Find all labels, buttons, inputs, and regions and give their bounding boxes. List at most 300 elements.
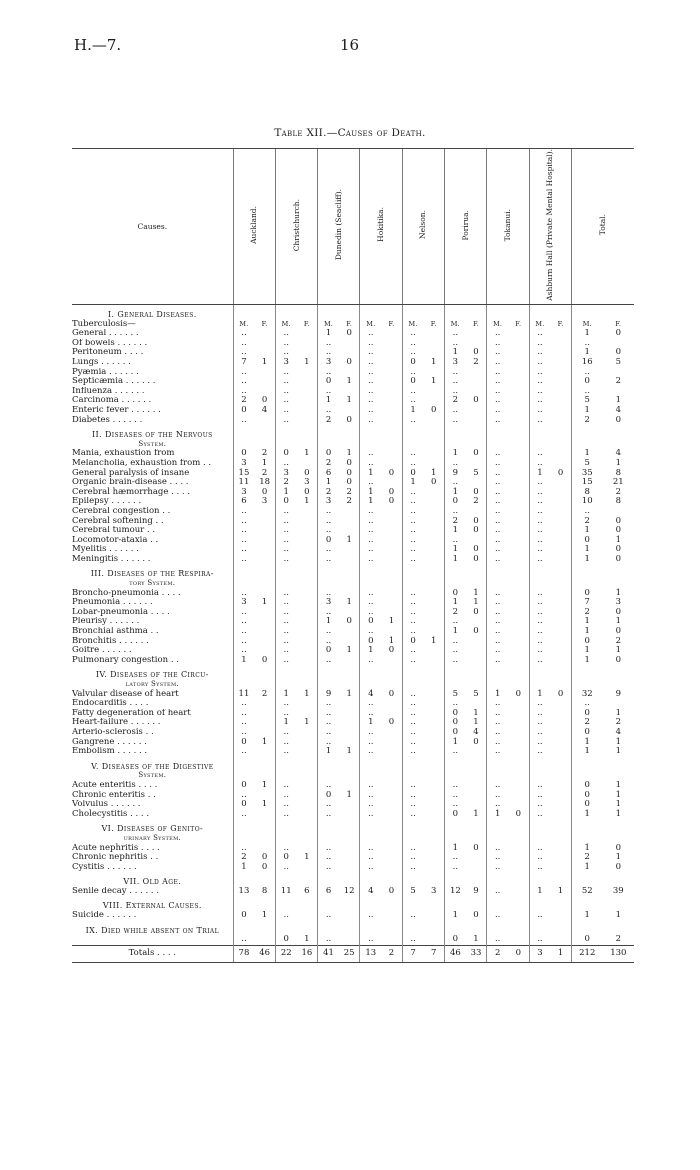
- value-cell: [423, 545, 444, 555]
- empty-cell: [445, 564, 466, 579]
- cause-label: Endocarditis . . . .: [72, 698, 149, 709]
- value-cell: ..: [360, 406, 381, 416]
- total-cell: 0: [571, 377, 602, 387]
- empty-cell: [402, 439, 423, 449]
- value-cell: [508, 387, 529, 397]
- value-cell: [297, 516, 318, 526]
- value-cell: 1: [346, 597, 352, 608]
- empty-cell: [402, 304, 423, 319]
- value-cell: [550, 526, 571, 536]
- value-cell: [466, 646, 487, 656]
- value-cell: 15: [233, 468, 254, 478]
- value-cell: ..: [402, 689, 423, 699]
- value-cell: ..: [529, 497, 550, 507]
- value-cell: [508, 396, 529, 406]
- value-cell: 0: [473, 525, 479, 536]
- value-cell: 0: [388, 886, 395, 896]
- section-heading: III. Diseases of the Respira-: [90, 569, 214, 579]
- value-cell: ..: [360, 339, 381, 349]
- table-row: [72, 478, 634, 488]
- value-cell: 1: [445, 555, 466, 565]
- cause-label: Pleurisy . . . . . .: [72, 617, 140, 627]
- value-cell: [550, 781, 571, 791]
- value-cell: ..: [233, 329, 254, 339]
- value-cell: [423, 617, 444, 627]
- value-cell: ..: [318, 555, 339, 565]
- causes-header: Causes.: [72, 149, 233, 305]
- value-cell: [339, 636, 360, 646]
- total-cell: 0: [615, 862, 622, 872]
- empty-cell: [529, 756, 550, 771]
- empty-cell: [254, 579, 275, 589]
- value-cell: [297, 598, 318, 608]
- empty-cell: [603, 834, 634, 844]
- total-cell: 0: [615, 348, 622, 358]
- value-cell: [254, 646, 275, 656]
- empty-cell: [445, 680, 466, 690]
- value-cell: [381, 598, 402, 608]
- value-cell: [466, 507, 487, 517]
- value-cell: ..: [402, 507, 423, 517]
- value-cell: ..: [402, 339, 423, 349]
- empty-cell: [360, 425, 381, 440]
- value-cell: [381, 339, 402, 349]
- value-cell: ..: [275, 367, 296, 377]
- value-cell: 0: [402, 468, 423, 478]
- value-cell: [297, 507, 318, 517]
- cause-label: Suicide . . . . . .: [72, 910, 137, 921]
- value-cell: [508, 449, 529, 459]
- total-cell: 1: [615, 645, 622, 656]
- total-cell: 1: [571, 911, 602, 921]
- empty-cell: [318, 872, 339, 887]
- value-cell: ..: [487, 387, 508, 397]
- value-cell: ..: [402, 656, 423, 666]
- sex-header-m: M.: [318, 319, 339, 329]
- value-cell: 1: [261, 780, 268, 790]
- value-cell: [466, 459, 487, 469]
- value-cell: ..: [487, 598, 508, 608]
- value-cell: ..: [275, 656, 296, 666]
- empty-cell: [339, 304, 360, 319]
- empty-cell: [466, 665, 487, 680]
- value-cell: [423, 699, 444, 709]
- section-heading-row: [72, 665, 634, 680]
- value-cell: [508, 617, 529, 627]
- empty-cell: [318, 439, 339, 449]
- empty-cell: [254, 425, 275, 440]
- value-cell: [254, 935, 275, 945]
- empty-cell: [445, 439, 466, 449]
- empty-cell: [402, 819, 423, 834]
- value-cell: ..: [318, 339, 339, 349]
- value-cell: [381, 809, 402, 819]
- value-cell: ..: [275, 406, 296, 416]
- empty-cell: [445, 425, 466, 440]
- value-cell: 78: [233, 945, 254, 962]
- total-cell: 1: [571, 449, 602, 459]
- value-cell: [423, 935, 444, 945]
- value-cell: ..: [529, 339, 550, 349]
- value-cell: ..: [318, 348, 339, 358]
- empty-cell: [275, 819, 296, 834]
- value-cell: [550, 598, 571, 608]
- total-cell: 130: [603, 945, 634, 962]
- total-cell: 10: [571, 497, 602, 507]
- empty-cell: [508, 756, 529, 771]
- value-cell: ..: [275, 415, 296, 425]
- value-cell: 1: [445, 348, 466, 358]
- value-cell: 0: [445, 728, 466, 738]
- empty-cell: [445, 304, 466, 319]
- value-cell: 1: [431, 468, 437, 478]
- value-cell: [339, 843, 360, 853]
- value-cell: ..: [487, 497, 508, 507]
- value-cell: ..: [275, 781, 296, 791]
- value-cell: [550, 406, 571, 416]
- value-cell: 1: [487, 689, 508, 699]
- total-cell: 1: [615, 396, 622, 406]
- empty-cell: [402, 872, 423, 887]
- total-cell: 0: [571, 588, 602, 598]
- value-cell: ..: [318, 516, 339, 526]
- value-cell: 1: [473, 718, 479, 728]
- institution-label: Dunedin (Seacliff).: [333, 189, 343, 261]
- value-cell: [381, 781, 402, 791]
- section-heading-row: [72, 771, 634, 781]
- value-cell: [339, 516, 360, 526]
- value-cell: ..: [445, 699, 466, 709]
- value-cell: [508, 911, 529, 921]
- value-cell: ..: [233, 646, 254, 656]
- value-cell: [297, 809, 318, 819]
- value-cell: [254, 790, 275, 800]
- value-cell: ..: [318, 636, 339, 646]
- empty-cell: [508, 579, 529, 589]
- table-row: [72, 459, 634, 469]
- value-cell: 4: [473, 727, 479, 737]
- value-cell: [254, 526, 275, 536]
- empty-cell: [339, 834, 360, 844]
- value-cell: ..: [233, 843, 254, 853]
- value-cell: [339, 406, 360, 416]
- value-cell: [508, 459, 529, 469]
- value-cell: ..: [233, 627, 254, 637]
- value-cell: [550, 415, 571, 425]
- sex-header-f: F.: [473, 319, 479, 328]
- value-cell: ..: [487, 468, 508, 478]
- value-cell: ..: [360, 449, 381, 459]
- value-cell: 0: [388, 645, 395, 656]
- value-cell: 1: [473, 809, 479, 819]
- value-cell: [297, 555, 318, 565]
- value-cell: [297, 339, 318, 349]
- empty-cell: [402, 680, 423, 690]
- value-cell: [508, 636, 529, 646]
- value-cell: ..: [360, 853, 381, 863]
- value-cell: [550, 728, 571, 738]
- value-cell: [423, 487, 444, 497]
- value-cell: [381, 853, 402, 863]
- value-cell: 3: [275, 468, 296, 478]
- empty-cell: [508, 680, 529, 690]
- value-cell: [423, 718, 444, 728]
- value-cell: [381, 790, 402, 800]
- empty-cell: [318, 680, 339, 690]
- empty-cell: [339, 564, 360, 579]
- value-cell: ..: [402, 348, 423, 358]
- value-cell: ..: [445, 862, 466, 872]
- value-cell: [339, 911, 360, 921]
- value-cell: ..: [402, 862, 423, 872]
- empty-cell: [402, 425, 423, 440]
- value-cell: 0: [346, 617, 352, 627]
- total-label: Total.: [597, 214, 607, 236]
- value-cell: 5: [473, 468, 479, 478]
- empty-cell: [466, 834, 487, 844]
- empty-cell: [360, 756, 381, 771]
- empty-cell: [339, 425, 360, 440]
- value-cell: ..: [275, 459, 296, 469]
- value-cell: ..: [275, 516, 296, 526]
- value-cell: ..: [445, 329, 466, 339]
- value-cell: [466, 377, 487, 387]
- empty-cell: [603, 439, 634, 449]
- empty-cell: [360, 304, 381, 319]
- sex-header-m: M.: [402, 319, 423, 329]
- cause-label: Mania, exhaustion from: [72, 449, 175, 459]
- value-cell: ..: [529, 545, 550, 555]
- empty-cell: [529, 834, 550, 844]
- value-cell: [550, 377, 571, 387]
- empty-cell: [233, 834, 254, 844]
- value-cell: 3: [275, 358, 296, 368]
- value-cell: ..: [487, 526, 508, 536]
- value-cell: [254, 339, 275, 349]
- value-cell: ..: [318, 853, 339, 863]
- value-cell: [423, 415, 444, 425]
- value-cell: ..: [360, 478, 381, 488]
- empty-cell: [297, 872, 318, 887]
- table-row: [72, 555, 634, 565]
- value-cell: 0: [304, 487, 310, 497]
- institution-header: [275, 149, 317, 305]
- value-cell: [550, 487, 571, 497]
- cause-label: General paralysis of insane: [72, 468, 190, 478]
- total-cell: 1: [571, 555, 602, 565]
- empty-cell: [571, 439, 602, 449]
- value-cell: 2: [381, 945, 402, 962]
- empty-cell: [275, 439, 296, 449]
- value-cell: 2: [445, 396, 466, 406]
- value-cell: [508, 526, 529, 536]
- value-cell: [508, 935, 529, 945]
- value-cell: ..: [360, 367, 381, 377]
- value-cell: ..: [402, 535, 423, 545]
- value-cell: ..: [360, 329, 381, 339]
- empty-cell: [297, 920, 318, 935]
- empty-cell: [381, 896, 402, 911]
- empty-cell: [297, 896, 318, 911]
- value-cell: [423, 387, 444, 397]
- total-cell: 1: [615, 790, 622, 800]
- value-cell: ..: [233, 507, 254, 517]
- value-cell: 1: [445, 843, 466, 853]
- value-cell: 2: [275, 478, 296, 488]
- empty-cell: [550, 680, 571, 690]
- value-cell: 2: [261, 689, 268, 699]
- value-cell: [381, 728, 402, 738]
- value-cell: 1: [304, 718, 310, 728]
- empty-cell: [445, 771, 466, 781]
- value-cell: [508, 555, 529, 565]
- empty-cell: [550, 819, 571, 834]
- value-cell: [508, 329, 529, 339]
- value-cell: 0: [275, 449, 296, 459]
- table-row: [72, 617, 634, 627]
- sex-header-f: F.: [515, 319, 522, 328]
- empty-cell: [233, 920, 254, 935]
- value-cell: [508, 478, 529, 488]
- total-cell: 16: [571, 358, 602, 368]
- cause-label: [72, 935, 233, 945]
- empty-cell: [445, 819, 466, 834]
- value-cell: ..: [402, 415, 423, 425]
- value-cell: [254, 608, 275, 618]
- value-cell: [423, 526, 444, 536]
- value-cell: [381, 358, 402, 368]
- value-cell: ..: [445, 415, 466, 425]
- empty-cell: [254, 920, 275, 935]
- empty-cell: [423, 665, 444, 680]
- value-cell: [423, 790, 444, 800]
- value-cell: [381, 737, 402, 747]
- value-cell: ..: [275, 709, 296, 719]
- value-cell: 2: [318, 487, 339, 497]
- value-cell: ..: [487, 415, 508, 425]
- value-cell: ..: [360, 699, 381, 709]
- value-cell: ..: [402, 843, 423, 853]
- value-cell: ..: [529, 781, 550, 791]
- empty-cell: [360, 834, 381, 844]
- value-cell: [508, 415, 529, 425]
- value-cell: [508, 516, 529, 526]
- value-cell: ..: [360, 516, 381, 526]
- value-cell: [466, 406, 487, 416]
- empty-cell: [466, 579, 487, 589]
- empty-cell: [297, 665, 318, 680]
- value-cell: 1: [233, 656, 254, 666]
- empty-cell: [339, 680, 360, 690]
- empty-cell: [466, 439, 487, 449]
- value-cell: [466, 747, 487, 757]
- total-cell: ..: [571, 367, 602, 377]
- empty-cell: [318, 896, 339, 911]
- value-cell: ..: [360, 843, 381, 853]
- value-cell: ..: [275, 535, 296, 545]
- value-cell: 8: [261, 886, 268, 896]
- value-cell: ..: [529, 396, 550, 406]
- institution-label: Ashburn Hall (Private Mental Hospital).: [545, 149, 555, 301]
- total-cell: 1: [571, 656, 602, 666]
- value-cell: 0: [445, 497, 466, 507]
- empty-cell: [233, 665, 254, 680]
- value-cell: 0: [473, 843, 479, 853]
- empty-cell: [603, 425, 634, 440]
- empty-cell: [254, 564, 275, 579]
- value-cell: 0: [360, 617, 381, 627]
- value-cell: ..: [402, 617, 423, 627]
- value-cell: ..: [360, 747, 381, 757]
- value-cell: [381, 608, 402, 618]
- value-cell: [254, 843, 275, 853]
- value-cell: [550, 911, 571, 921]
- value-cell: [508, 862, 529, 872]
- value-cell: 0: [473, 910, 479, 921]
- value-cell: [381, 516, 402, 526]
- value-cell: 0: [233, 449, 254, 459]
- value-cell: 7: [233, 358, 254, 368]
- total-cell: 1: [615, 588, 622, 598]
- empty-cell: [275, 756, 296, 771]
- empty-cell: [233, 425, 254, 440]
- institution-header: [529, 149, 571, 305]
- value-cell: 1: [318, 747, 339, 757]
- value-cell: [297, 636, 318, 646]
- value-cell: [423, 588, 444, 598]
- value-cell: 0: [402, 377, 423, 387]
- value-cell: ..: [233, 790, 254, 800]
- empty-cell: [339, 896, 360, 911]
- empty-cell: [297, 425, 318, 440]
- value-cell: ..: [318, 588, 339, 598]
- empty-cell: [360, 665, 381, 680]
- value-cell: [339, 526, 360, 536]
- total-cell: 0: [615, 545, 622, 555]
- section-heading: IV. Diseases of the Circu-: [95, 670, 209, 680]
- total-cell: 4: [615, 405, 622, 415]
- value-cell: 1: [304, 357, 310, 368]
- value-cell: [254, 545, 275, 555]
- total-cell: 0: [615, 328, 622, 339]
- empty-cell: [423, 920, 444, 935]
- empty-cell: [318, 756, 339, 771]
- value-cell: [297, 699, 318, 709]
- value-cell: [550, 449, 571, 459]
- value-cell: [423, 853, 444, 863]
- value-cell: [508, 843, 529, 853]
- total-cell: 2: [571, 516, 602, 526]
- empty-cell: [508, 819, 529, 834]
- empty-cell: [529, 920, 550, 935]
- value-cell: 0: [233, 781, 254, 791]
- value-cell: 1: [304, 497, 310, 507]
- value-cell: 1: [473, 934, 479, 945]
- value-cell: [466, 367, 487, 377]
- value-cell: [254, 507, 275, 517]
- value-cell: ..: [529, 459, 550, 469]
- value-cell: 0: [318, 449, 339, 459]
- value-cell: [550, 516, 571, 526]
- empty-cell: [550, 439, 571, 449]
- cause-label: Pulmonary congestion . .: [72, 655, 179, 665]
- total-cell: 1: [571, 406, 602, 416]
- value-cell: [339, 367, 360, 377]
- empty-cell: [423, 680, 444, 690]
- value-cell: ..: [275, 617, 296, 627]
- empty-cell: [360, 771, 381, 781]
- value-cell: ..: [360, 535, 381, 545]
